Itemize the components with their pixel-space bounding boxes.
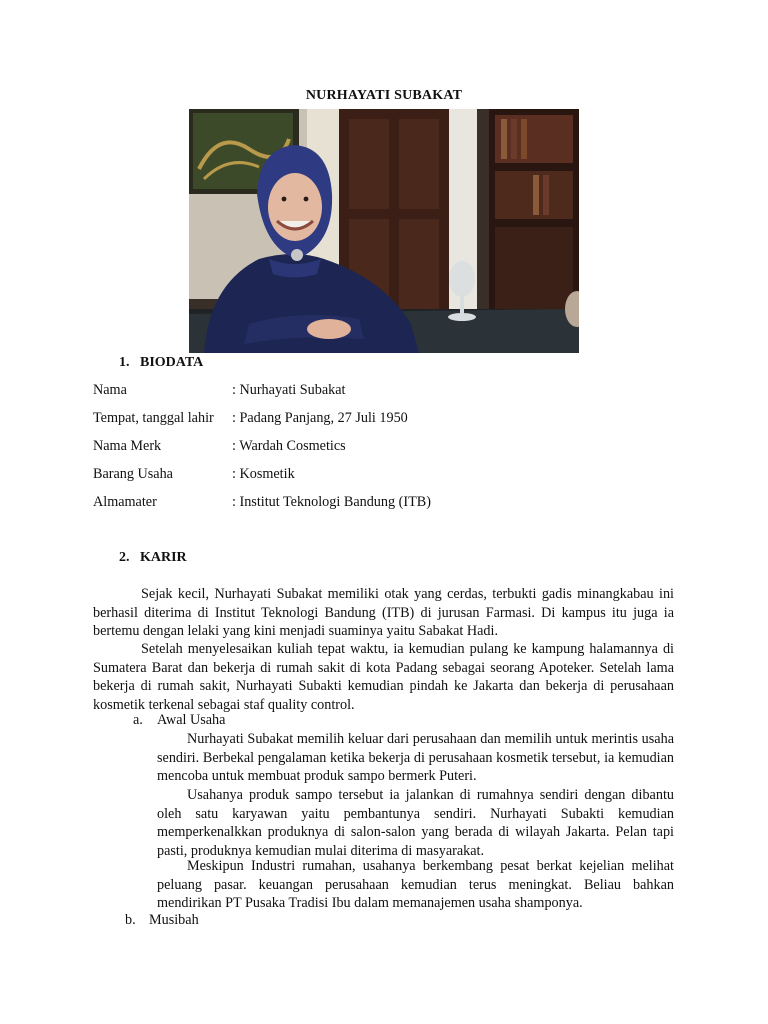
section-karir-heading: [119, 550, 187, 566]
paragraph: [93, 640, 674, 714]
bio-value: : Nurhayati Subakat: [232, 382, 346, 398]
paragraph-text: Nurhayati Subakat memilih keluar dari perusahaan dan memilih untuk merintis usaha sendiri. Berbekal pengalaman ketika bekerja di perusahaan kosmetik tersebut, ia kemudian mencoba untuk membuat produk sampo bermerk Puteri.: [157, 731, 674, 784]
bio-label: Almamater: [93, 494, 157, 510]
bio-value: : Kosmetik: [232, 466, 295, 482]
subsection-title: Awal Usaha: [157, 712, 226, 728]
list-marker: b.: [125, 912, 136, 928]
bio-row-merk: [93, 438, 693, 458]
portrait-photo: [189, 109, 579, 353]
section-title: BIODATA: [140, 355, 204, 370]
section-number: 2.: [119, 550, 130, 565]
paragraph-text: Setelah menyelesaikan kuliah tepat waktu, ia kemudian pulang ke kampung halamannya di Sumatera Barat dan bekerja di rumah sakit di kota Padang sebagai seorang Apoteker. Setelah lama bekerja di rumah sakit, Nurhayati Subakti kemudian pindah ke Jakarta dan bekerja di perusahaan kosmetik terkenal sebagai staf quality control.: [93, 641, 674, 713]
paragraph: [93, 585, 674, 641]
list-marker: a.: [133, 712, 143, 728]
paragraph-text: Sejak kecil, Nurhayati Subakat memiliki otak yang cerdas, terbukti gadis minangkabau ini berhasil diterima di Institut Teknologi Bandung (ITB) di jurusan Farmasi. Di kampus itu juga ia bertemu dengan lelaki yang kini menjadi suaminya yaitu Sabakat Hadi.: [93, 586, 674, 639]
bio-label: Barang Usaha: [93, 466, 173, 482]
paragraph: [157, 786, 674, 860]
document-title: NURHAYATI SUBAKAT: [305, 88, 463, 103]
bio-row-nama: [93, 382, 693, 402]
bio-value: : Padang Panjang, 27 Juli 1950: [232, 410, 408, 426]
bio-row-almamater: [93, 494, 693, 514]
bio-value: : Institut Teknologi Bandung (ITB): [232, 494, 431, 510]
bio-value: : Wardah Cosmetics: [232, 438, 346, 454]
section-number: 1.: [119, 355, 130, 370]
section-title: KARIR: [140, 550, 187, 565]
subsection-title: Musibah: [149, 912, 199, 928]
paragraph-text: Usahanya produk sampo tersebut ia jalankan di rumahnya sendiri dengan dibantu oleh satu karyawan yaitu pembantunya sendiri. Nurhayati Subakti kemudian memperkenalkkan produknya di salon-salon yang berada di wilayah Jakarta. Pelan tapi pasti, produknya kemudian mulai diterima di masyarakat.: [157, 787, 674, 859]
subsection-musibah: [125, 912, 199, 929]
bio-row-ttl: [93, 410, 693, 430]
paragraph-text: Meskipun Industri rumahan, usahanya berkembang pesat berkat kejelian melihat peluang pasar. keuangan perusahaan kemudian terus meningkat. Beliau bahkan mendirikan PT Pusaka Tradisi Ibu dalam memanajemen usaha shamponya.: [157, 858, 674, 911]
bio-label: Nama Merk: [93, 438, 162, 454]
bio-row-barang: [93, 466, 693, 486]
bio-label: Nama: [93, 382, 127, 398]
section-biodata-heading: [119, 355, 203, 371]
paragraph: [157, 857, 674, 913]
bio-label: Tempat, tanggal lahir: [93, 410, 214, 426]
subsection-awal-usaha: [133, 712, 225, 729]
paragraph: [157, 730, 674, 786]
